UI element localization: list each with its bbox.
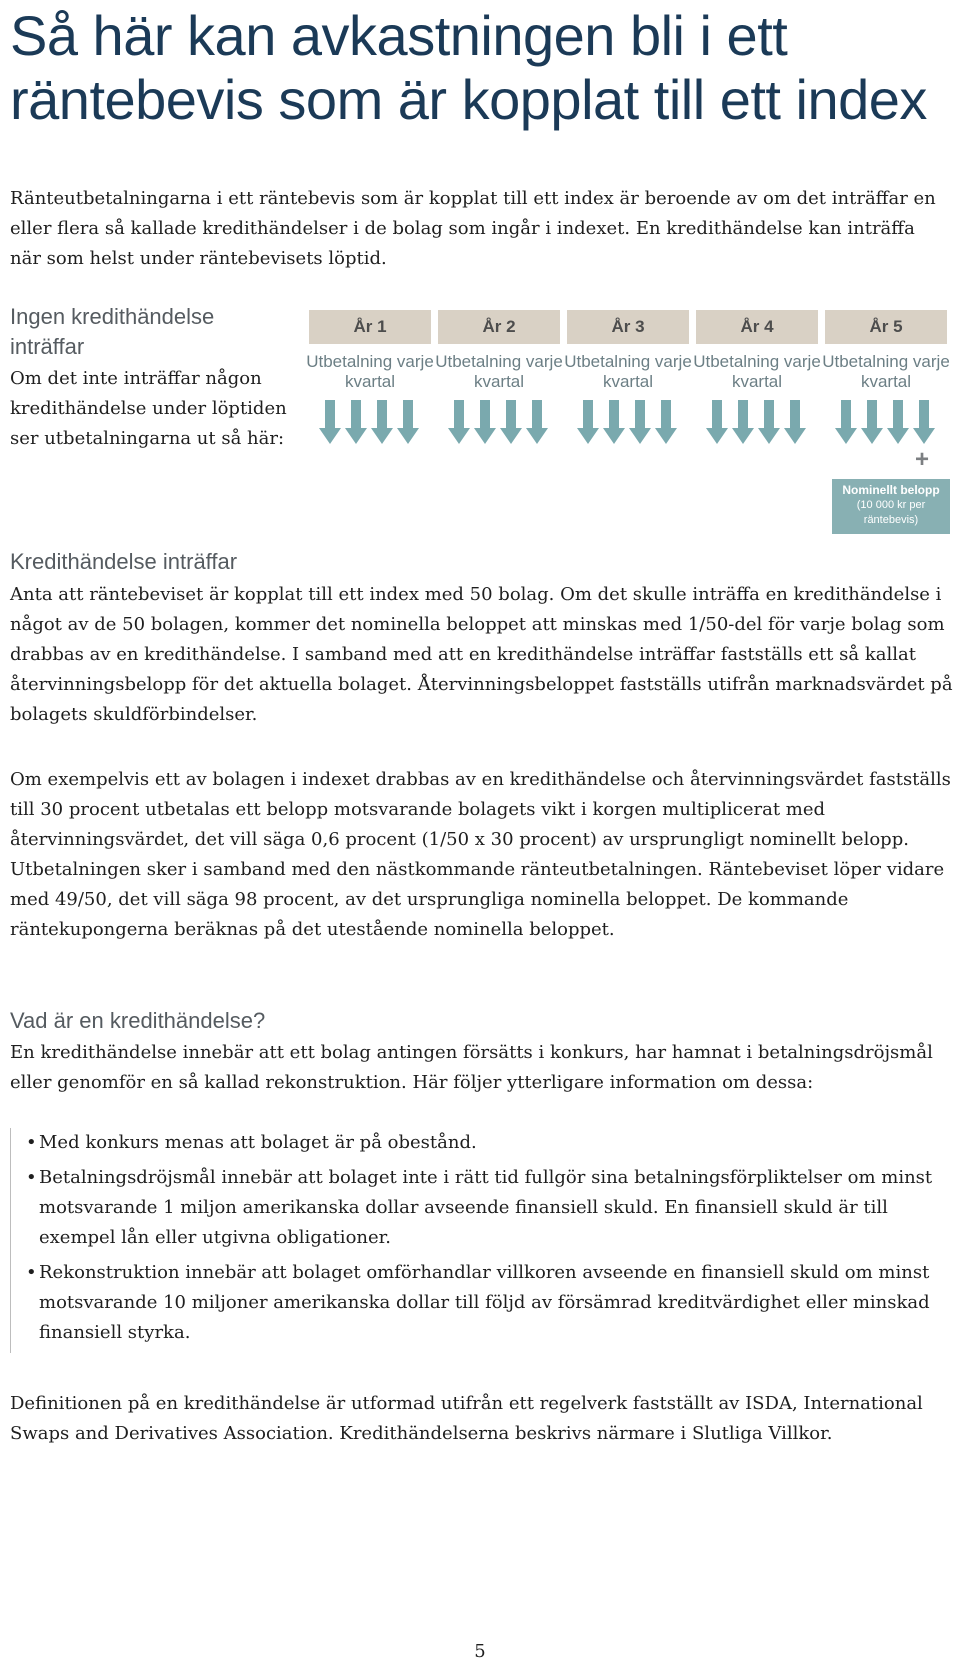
what-is-credit-event-paragraph: En kredithändelse innebär att ett bolag antingen försätts i konkurs, har hamnat i betalningsdröjsmål eller genomför en så kallad rekonstruktion. Här följer ytterligare information om dessa: (10, 1042, 933, 1093)
down-arrow-icon (577, 400, 599, 444)
down-arrow-icon (706, 400, 728, 444)
down-arrow-icon (371, 400, 393, 444)
payment-label-5: Utbetalning varje kvartal (822, 352, 950, 391)
down-arrow-icon (655, 400, 677, 444)
diagram-description: Om det inte inträffar någon kredithändelse under löptiden ser utbetalningarna ut så här: (10, 368, 287, 449)
payment-label-3: Utbetalning varje kvartal (564, 352, 692, 391)
down-arrow-icon (835, 400, 857, 444)
diagram-heading: Ingen kredithändelse inträffar (10, 304, 215, 359)
down-arrow-icon (474, 400, 496, 444)
list-item-text: Rekonstruktion innebär att bolaget omförhandlar villkoren avseende en finansiell skuld om minst motsvarande 10 miljoner amerikanska dollar till följd av försämrad kreditvärdighet eller minskad finansiell styrka. (39, 1262, 930, 1343)
what-is-credit-event-heading: Vad är en kredithändelse? (10, 1008, 266, 1033)
down-arrow-icon (913, 400, 935, 444)
quarterly-arrows-year-5 (834, 400, 942, 446)
intro-paragraph: Ränteutbetalningarna i ett räntebevis som är kopplat till ett index är beroende av om det inträffar en eller flera så kallade kredithändelser i de bolag som ingår i indexet. En kredithändelse kan inträffa när som helst under räntebevisets löptid. (10, 188, 936, 269)
credit-event-paragraph-2: Om exempelvis ett av bolagen i indexet drabbas av en kredithändelse och återvinningsvärdet fastställs till 30 procent utbetalas ett belopp motsvarande bolagets vikt i korgen multiplicerat med återvinningsvärdet, det vill säga 0,6 procent (1/50 x 30 procent) av ursprungligt nominellt belopp. Utbetalningen sker i samband med den nästkommande ränteutbetalningen. Räntebeviset löper vidare med 49/50, det vill säga 98 procent, av det ursprungliga nominella beloppet. De kommande räntekupongerna beräknas på det utestående nominella beloppet. (10, 769, 951, 940)
year-box-2: År 2 (438, 310, 560, 344)
list-item (11, 1163, 946, 1253)
down-arrow-icon (319, 400, 341, 444)
list-item-text: Betalningsdröjsmål innebär att bolaget inte i rätt tid fullgör sina betalningsförpliktelser om minst motsvarande 1 miljon amerikanska dollar avseende finansiell skuld. En finansiell skuld är till exempel lån eller utgivna obligationer. (39, 1167, 933, 1248)
bullet-icon: • (26, 1132, 37, 1153)
down-arrow-icon (603, 400, 625, 444)
down-arrow-icon (758, 400, 780, 444)
bullet-icon: • (26, 1167, 37, 1188)
page-number: 5 (474, 1641, 486, 1662)
quarterly-arrows-year-1 (318, 400, 426, 446)
quarterly-arrows-year-3 (576, 400, 684, 446)
year-box-3: År 3 (567, 310, 689, 344)
list-item (11, 1128, 946, 1158)
down-arrow-icon (448, 400, 470, 444)
payment-label-2: Utbetalning varje kvartal (435, 352, 563, 391)
year-box-1: År 1 (309, 310, 431, 344)
down-arrow-icon (629, 400, 651, 444)
down-arrow-icon (887, 400, 909, 444)
nominal-amount-title: Nominellt belopp (842, 483, 940, 497)
credit-event-types-list (10, 1128, 946, 1353)
plus-icon: + (915, 446, 930, 473)
page-title: Så här kan avkastningen bli i ett räntebevis som är kopplat till ett index (10, 4, 927, 131)
nominal-amount-box (832, 479, 950, 534)
quarterly-arrows-year-2 (447, 400, 555, 446)
down-arrow-icon (526, 400, 548, 444)
year-box-5: År 5 (825, 310, 947, 344)
credit-event-heading: Kredithändelse inträffar (10, 549, 238, 574)
list-item-text: Med konkurs menas att bolaget är på obestånd. (39, 1132, 477, 1153)
payment-label-4: Utbetalning varje kvartal (693, 352, 821, 391)
down-arrow-icon (784, 400, 806, 444)
bullet-icon: • (26, 1262, 37, 1283)
down-arrow-icon (345, 400, 367, 444)
year-box-4: År 4 (696, 310, 818, 344)
down-arrow-icon (861, 400, 883, 444)
down-arrow-icon (500, 400, 522, 444)
payment-label-1: Utbetalning varje kvartal (306, 352, 434, 391)
quarterly-arrows-year-4 (705, 400, 813, 446)
down-arrow-icon (732, 400, 754, 444)
list-item (11, 1258, 946, 1348)
nominal-amount-subtitle: (10 000 kr per räntebevis) (856, 499, 926, 526)
down-arrow-icon (397, 400, 419, 444)
definition-paragraph: Definitionen på en kredithändelse är utformad utifrån ett regelverk fastställt av ISDA, International Swaps and Derivatives Association. Kredithändelserna beskrivs närmare i Slutliga Villkor. (10, 1393, 923, 1444)
credit-event-paragraph-1: Anta att räntebeviset är kopplat till ett index med 50 bolag. Om det skulle inträffa en kredithändelse i något av de 50 bolagen, kommer det nominella beloppet att minskas med 1/50-del för varje bolag som drabbas av en kredithändelse. I samband med att en kredithändelse inträffar fastställs ett så kallat återvinningsbelopp för det aktuella bolaget. Återvinningsbeloppet fastställs utifrån marknadsvärdet på bolagets skuldförbindelser. (10, 584, 953, 725)
